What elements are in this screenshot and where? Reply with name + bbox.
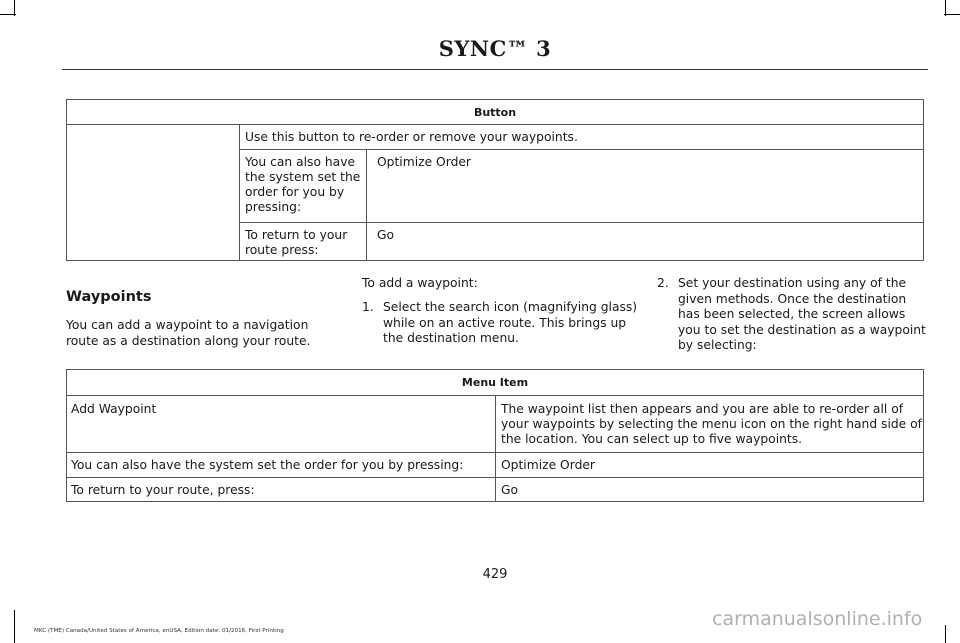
step-number: 2. [657, 276, 669, 290]
table-cell: Go [377, 228, 395, 242]
section-paragraph: You can add a waypoint to a navigation route as a destination along your route. [66, 318, 311, 348]
section-heading: Waypoints [66, 289, 152, 305]
table-cell: Use this button to re-order or remove your waypoints. [245, 130, 578, 144]
header-divider [62, 69, 928, 70]
table-divider [239, 149, 924, 150]
table-cell: Optimize Order [501, 458, 595, 472]
table-divider [66, 477, 924, 478]
crop-mark [945, 625, 946, 643]
step-text: Set your destination using any of the given methods. Once the destination has been selected, the screen allows you to set the destination as a waypoint by selecting: [678, 276, 926, 352]
table-cell: Go [501, 483, 519, 497]
crop-mark [14, 610, 15, 643]
step-intro: To add a waypoint: [362, 276, 478, 290]
table-divider [66, 452, 924, 453]
table-divider [366, 149, 367, 261]
table-cell: To return to your route, press: [71, 483, 255, 497]
table-cell: Optimize Order [377, 155, 471, 169]
table-cell: You can also have the system set the order for you by pressing: [71, 458, 464, 472]
step-text: Select the search icon (magnifying glass) while on an active route. This brings up the destination menu. [383, 300, 638, 345]
table-divider [66, 124, 924, 125]
table-header: Button [473, 106, 517, 119]
table-divider [239, 222, 924, 223]
table-divider [239, 124, 240, 261]
table-header: Menu Item [461, 376, 529, 389]
table-cell: To return to your route press: [245, 228, 348, 257]
crop-mark [0, 14, 16, 15]
page-title: SYNC™ 3 [438, 36, 552, 61]
table-divider [495, 395, 496, 502]
table-cell: The waypoint list then appears and you are able to re-order all of your waypoints by selecting the menu icon on the right hand side of the location. You can select up to five waypoints. [501, 402, 923, 446]
page-number: 429 [482, 567, 508, 582]
watermark: carmanualsonline.info [712, 608, 923, 630]
table-cell: Add Waypoint [71, 402, 157, 416]
crop-mark [944, 14, 960, 15]
step-number: 1. [362, 300, 374, 314]
table-cell: You can also have the system set the order for you by pressing: [245, 155, 361, 214]
footer-text: MKC (TME) Canada/United States of America, enUSA, Edition date: 01/2016, First Printing [34, 628, 284, 634]
